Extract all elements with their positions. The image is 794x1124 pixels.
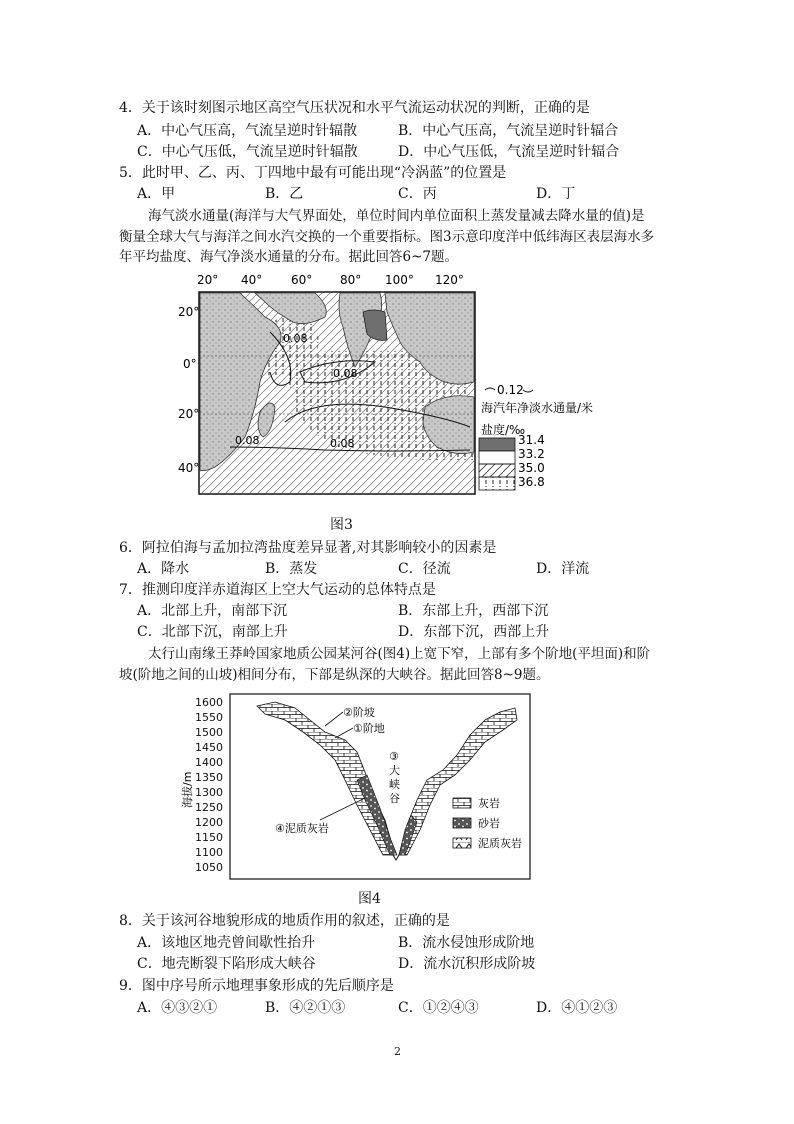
q5-option-d: D．丁 — [536, 186, 576, 202]
q8-option-d: D．流水沉积形成阶坡 — [398, 956, 536, 972]
q4-option-a: A．中心气压高，气流呈逆时针辐散 — [137, 123, 358, 139]
q9-option-c: C．①②④③ — [398, 1000, 479, 1016]
label-canyon-num: ③ — [389, 750, 399, 763]
y-tick-1400: 1400 — [195, 756, 223, 769]
y-tick-1550: 1550 — [195, 711, 223, 724]
figure-4-valley — [181, 690, 580, 885]
y-tick-1450: 1450 — [195, 741, 223, 754]
q9-option-b: B．④②①③ — [265, 1000, 346, 1016]
legend-salinity-3: 35.0 — [518, 461, 545, 475]
q7-option-a: A．北部上升，南部下沉 — [137, 603, 288, 619]
para-8-9-line-2: 坡(阶地之间的山坡)相间分布，下部是纵深的大峡谷。据此回答8~9题。 — [119, 667, 550, 683]
legend-salinity-2: 33.2 — [518, 447, 545, 461]
q8-option-a: A．该地区地壳曾间歇性抬升 — [137, 935, 316, 951]
lon-label-120: 120° — [435, 273, 464, 287]
q4-option-b: B．中心气压高，气流呈逆时针辐合 — [398, 123, 619, 139]
lat-label-20s: 20° — [178, 407, 200, 421]
isoline-label-4: 0.08 — [330, 437, 355, 450]
figure-3-caption: 图3 — [330, 517, 353, 533]
para-8-9-line-1: 太行山南缘王莽岭国家地质公园某河谷(图4)上宽下窄，上部有多个阶地(平坦面)和阶 — [148, 646, 651, 662]
label-canyon-2: 峡 — [389, 778, 400, 791]
figure-3-map — [175, 272, 615, 502]
y-tick-1600: 1600 — [195, 696, 223, 709]
q6-option-a: A．降水 — [137, 561, 190, 577]
y-tick-1100: 1100 — [195, 846, 223, 859]
q6-option-b: B．蒸发 — [265, 561, 318, 577]
legend-salinity-4: 36.8 — [518, 475, 545, 489]
para-6-7-line-3: 年平均盐度、海气净淡水通量的分布。据此回答6~7题。 — [119, 249, 458, 265]
q8-option-c: C．地壳断裂下陷形成大峡谷 — [137, 956, 316, 972]
q9-option-a: A．④③②① — [137, 1000, 218, 1016]
q7-option-b: B．东部上升，西部下沉 — [398, 603, 549, 619]
label-canyon-3: 谷 — [389, 792, 400, 805]
lat-label-20n: 20° — [178, 305, 200, 319]
y-tick-1150: 1150 — [195, 831, 223, 844]
q9-option-d: D．④①②③ — [536, 1000, 618, 1016]
y-tick-1350: 1350 — [195, 771, 223, 784]
figure-4-caption: 图4 — [358, 891, 381, 907]
q6-option-d: D．洋流 — [536, 561, 590, 577]
isoline-label-2: 0.08 — [333, 367, 358, 380]
q7-option-c: C．北部下沉，南部上升 — [137, 624, 288, 640]
q5-option-c: C．丙 — [398, 186, 437, 202]
lon-label-80: 80° — [340, 273, 362, 287]
lat-label-40s: 40° — [178, 461, 200, 475]
isoline-label-3: 0.08 — [235, 434, 260, 447]
question-7-stem: 7．推测印度洋赤道海区上空大气运动的总体特点是 — [119, 582, 436, 598]
label-canyon-1: 大 — [389, 764, 400, 777]
lon-label-100: 100° — [385, 273, 414, 287]
question-6-stem: 6．阿拉伯海与孟加拉湾盐度差异显著,对其影响较小的因素是 — [119, 540, 497, 556]
label-marl: ④泥质灰岩 — [275, 822, 329, 835]
label-terrace: ①阶地 — [353, 722, 385, 735]
y-axis-label: 海拔/m — [181, 771, 194, 808]
q4-option-d: D．中心气压低，气流呈逆时针辐合 — [398, 144, 620, 160]
q4-option-c: C．中心气压低，气流呈逆时针辐散 — [137, 144, 358, 160]
page-number: 2 — [394, 1045, 401, 1058]
legend-isoline-value: 0.12 — [497, 383, 524, 397]
q8-option-b: B．流水侵蚀形成阶地 — [398, 935, 535, 951]
lat-label-0: 0° — [183, 357, 197, 371]
legend-sandstone: 砂岩 — [478, 817, 500, 830]
question-9-stem: 9．图中序号所示地理事象形成的先后顺序是 — [119, 978, 394, 994]
y-tick-1300: 1300 — [195, 786, 223, 799]
y-tick-1050: 1050 — [195, 861, 223, 874]
para-6-7-line-1: 海气淡水通量(海洋与大气界面处，单位时间内单位面积上蒸发量减去降水量的值)是 — [148, 208, 645, 224]
q5-option-b: B．乙 — [265, 186, 304, 202]
q7-option-d: D．东部下沉，西部上升 — [398, 624, 550, 640]
legend-salinity-1: 31.4 — [518, 433, 545, 447]
legend-salinity-title: 盐度/‰ — [481, 423, 526, 437]
legend-limestone: 灰岩 — [478, 797, 500, 810]
y-tick-1500: 1500 — [195, 726, 223, 739]
question-4-stem: 4．关于该时刻图示地区高空气压状况和水平气流运动状况的判断，正确的是 — [119, 100, 590, 116]
lon-label-20: 20° — [197, 273, 219, 287]
q5-option-a: A．甲 — [137, 186, 176, 202]
lon-label-60: 60° — [291, 273, 313, 287]
q6-option-c: C．径流 — [398, 561, 451, 577]
legend-marl: 泥质灰岩 — [478, 837, 522, 850]
question-8-stem: 8．关于该河谷地貌形成的地质作用的叙述，正确的是 — [119, 913, 450, 929]
label-slope: ②阶坡 — [343, 706, 375, 719]
y-tick-1250: 1250 — [195, 801, 223, 814]
para-6-7-line-2: 衡量全球大气与海洋之间水汽交换的一个重要指标。图3示意印度洋中低纬海区表层海水多 — [119, 229, 655, 245]
question-5-stem: 5．此时甲、乙、丙、丁四地中最有可能出现“冷涡蓝”的位置是 — [119, 165, 507, 181]
y-tick-1200: 1200 — [195, 816, 223, 829]
lon-label-40: 40° — [241, 273, 263, 287]
isoline-label-1: 0.08 — [283, 332, 308, 345]
legend-isoline-text: 海汽年净淡水通量/米 — [481, 401, 594, 415]
